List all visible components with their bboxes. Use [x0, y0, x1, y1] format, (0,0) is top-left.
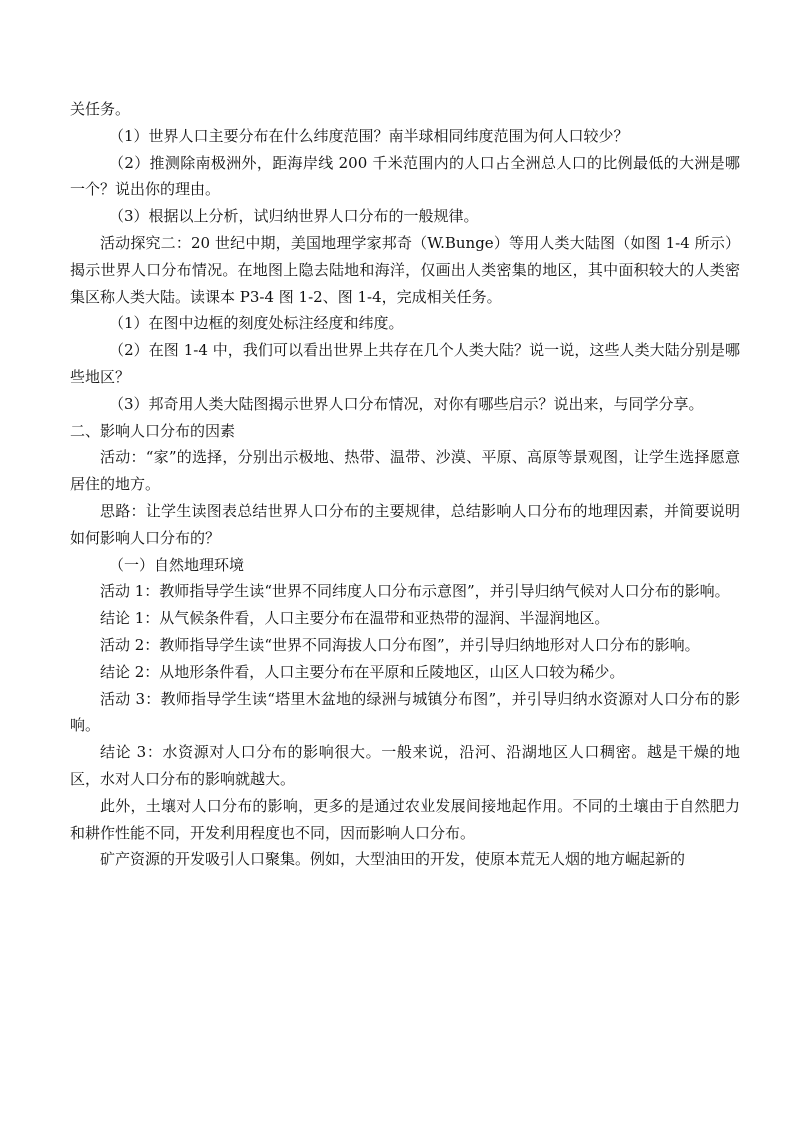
paragraph-17: 活动 3：教师指导学生读“塔里木盆地的绿洲与城镇分布图”，并引导归纳水资源对人口分布的影响。: [70, 689, 740, 735]
paragraph-3: （2）推测除南极洲外，距海岸线 200 千米范围内的人口占全洲总人口的比例最低的大洲是哪一个？说出你的理由。: [70, 153, 740, 199]
paragraph-2: （1）世界人口主要分布在什么纬度范围？南半球相同纬度范围为何人口较少？: [109, 126, 629, 145]
paragraph-8: （3）邦奇用人类大陆图揭示世界人口分布情况，对你有哪些启示？说出来，与同学分享。: [109, 394, 704, 413]
document-page: [70, 96, 740, 873]
paragraph-7: （2）在图 1-4 中，我们可以看出世界上共存在几个人类大陆？说一说，这些人类大陆分别是哪些地区？: [70, 341, 740, 386]
paragraph-11: 思路：让学生读图表总结世界人口分布的主要规律，总结影响人口分布的地理因素，并简要说明如何影响人口分布的？: [70, 501, 740, 547]
paragraph-20: 矿产资源的开发吸引人口聚集。例如，大型油田的开发，使原本荒无人烟的地方崛起新的: [100, 850, 686, 869]
paragraph-14: 结论 1：从气候条件看，人口主要分布在温带和亚热带的湿润、半湿润地区。: [100, 609, 610, 628]
paragraph-18: 结论 3：水资源对人口分布的影响很大。一般来说，沿河、沿湖地区人口稠密。越是干燥的地区，水对人口分布的影响就越大。: [70, 743, 740, 788]
paragraph-15: 活动 2：教师指导学生读“世界不同海拔人口分布图”，并引导归纳地形对人口分布的影响。: [100, 635, 700, 654]
section-heading: 二、影响人口分布的因素: [70, 421, 236, 440]
paragraph-5: 活动探究二：20 世纪中期，美国地理学家邦奇（W.Bunge）等用人类大陆图（如图 1-4 所示）揭示世界人口分布情况。在地图上隐去陆地和海洋，仅画出人类密集的地区，其中面积较大的人类密集区称人类大陆。读课本 P3-4 图 1-2、图 1-4，完成相关任务。: [70, 233, 740, 306]
paragraph-10: 活动：“家”的选择，分别出示极地、热带、温带、沙漠、平原、高原等景观图，让学生选择愿意居住的地方。: [70, 448, 740, 494]
paragraph-1: 关任务。: [70, 100, 131, 118]
paragraph-19: 此外，土壤对人口分布的影响，更多的是通过农业发展间接地起作用。不同的土壤由于自然肥力和耕作性能不同，开发利用程度也不同，因而影响人口分布。: [70, 796, 740, 842]
paragraph-4: （3）根据以上分析，试归纳世界人口分布的一般规律。: [109, 207, 479, 226]
paragraph-13: 活动 1：教师指导学生读“世界不同纬度人口分布示意图”，并引导归纳气候对人口分布的影响。: [100, 582, 730, 601]
paragraph-16: 结论 2：从地形条件看，人口主要分布在平原和丘陵地区，山区人口较为稀少。: [100, 662, 625, 681]
subsection-heading: （一）自然地理环境: [109, 555, 245, 574]
paragraph-6: （1）在图中边框的刻度处标注经度和纬度。: [109, 314, 404, 333]
